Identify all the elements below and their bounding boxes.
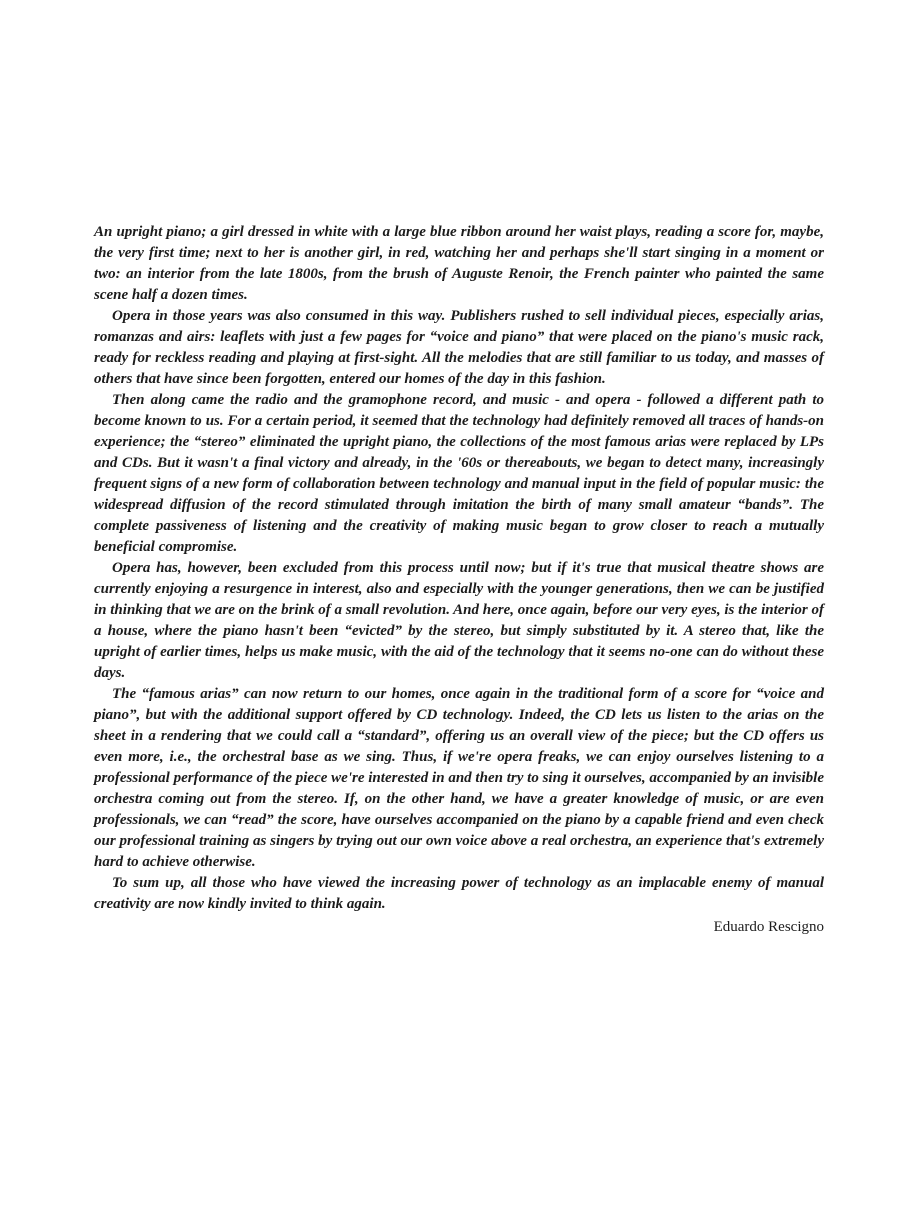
paragraph-opera-consumed: Opera in those years was also consumed in this way. Publishers rushed to sell individual pieces, especially arias, romanzas and airs: leaflets with just a few pages for “voice and piano” that were placed on the piano's music rack, ready for reckless reading and playing at first-sight. All the melodies that are still familiar to us today, and masses of others that have since been forgotten, entered our homes of the day in this fashion. (94, 308, 824, 387)
paragraph-famous-arias: The “famous arias” can now return to our homes, once again in the traditional form of a score for “voice and piano”, but with the additional support offered by CD technology. Indeed, the CD lets us listen to the arias on the sheet in a rendering that we could call a “standard”, offering us an overall view of the piece; but the CD offers us even more, i.e., the orchestral base as we sing. Thus, if we're opera freaks, we can enjoy ourselves listening to a professional performance of the piece we're interested in and then try to sing it ourselves, accompanied by an invisible orchestra coming out from the stereo. If, on the other hand, we have a greater knowledge of music, or are even professionals, we can “read” the score, have ourselves accompanied on the piano by a capable friend and even check our professional training as singers by trying out our own voice above a real orchestra, an experience that's extremely hard to achieve otherwise. (94, 686, 824, 870)
article-body (94, 222, 824, 938)
paragraph-radio-gramophone: Then along came the radio and the gramophone record, and music - and opera - followed a different path to become known to us. For a certain period, it seemed that the technology had definitely removed all traces of hands-on experience; the “stereo” eliminated the upright piano, the collections of the most famous arias were replaced by LPs and CDs. But it wasn't a final victory and already, in the '60s or thereabouts, we began to detect many, increasingly frequent signs of a new form of collaboration between technology and manual input in the field of popular music: the widespread diffusion of the record stimulated through imitation the birth of many small amateur “bands”. The complete passiveness of listening and the creativity of making music began to grow closer to reach a mutually beneficial compromise. (94, 392, 824, 555)
paragraph-sum-up: To sum up, all those who have viewed the increasing power of technology as an implacable enemy of manual creativity are now kindly invited to think again. (94, 875, 824, 912)
paragraph-opera-excluded: Opera has, however, been excluded from this process until now; but if it's true that musical theatre shows are currently enjoying a resurgence in interest, also and especially with the younger generations, then we can be justified in thinking that we are on the brink of a small revolution. And here, once again, before our very eyes, is the interior of a house, where the piano hasn't been “evicted” by the stereo, but simply substituted by it. A stereo that, like the upright of earlier times, helps us make music, with the aid of the technology that it seems no-one can do without these days. (94, 560, 824, 681)
author-signature: Eduardo Rescigno (713, 919, 824, 935)
paragraph-intro: An upright piano; a girl dressed in white with a large blue ribbon around her waist plays, reading a score for, maybe, the very first time; next to her is another girl, in red, watching her and perhaps she'll start singing in a moment or two: an interior from the late 1800s, from the brush of Auguste Renoir, the French painter who painted the same scene half a dozen times. (94, 224, 824, 303)
